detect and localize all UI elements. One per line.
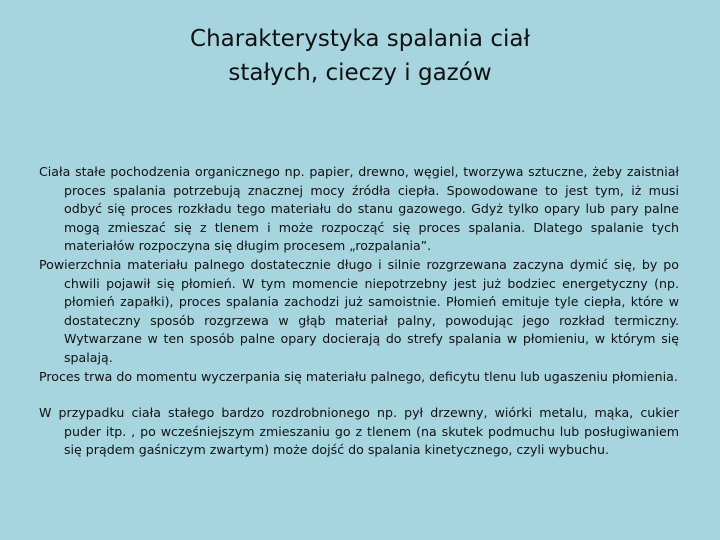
- body-paragraph-solid-bodies: Ciała stałe pochodzenia organicznego np. papier, drewno, węgiel, tworzywa sztuczne, żeby zaistniał proces spalania potrzebują znacznej mocy źródła ciepła. Spowodowane to jest tym, iż musi odbyć się proces rozkładu tego materiału do stanu gazowego. Gdyż tylko opary lub pary palne mogą zmieszać się z tlenem i może rozpocząć się proces spalania. Dlatego spalanie tych materiałów rozpoczyna się długim procesem „rozpalania”.: [39, 164, 679, 254]
- slide-title-line-1: Charakterystyka spalania ciał: [190, 26, 530, 52]
- body-paragraph-process-end: Proces trwa do momentu wyczerpania się materiału palnego, deficytu tlenu lub ugaszeniu płomienia.: [39, 368, 678, 384]
- slide-title: [0, 22, 720, 90]
- slide-title-line-2: stałych, cieczy i gazów: [228, 60, 492, 86]
- body-paragraph-surface-ignition: Powierzchnia materiału palnego dostatecznie długo i silnie rozgrzewana zaczyna dymić się, by po chwili pojawił się płomień. W tym momencie niepotrzebny jest już bodziec energetyczny (np. płomień zapałki), proces spalania zachodzi już samoistnie. Płomień emituje tyle ciepła, które w dostateczny sposób rozgrzewa w głąb materiał palny, powodując jego rozkład termiczny. Wytwarzane w ten sposób palne opary docierają do strefy spalania w płomieniu, w którym się spalają.: [39, 256, 679, 365]
- body-paragraph-dust-explosion: W przypadku ciała stałego bardzo rozdrobnionego np. pył drzewny, wiórki metalu, mąka, cukier puder itp. , po wcześniejszym zmieszaniu go z tlenem (na skutek podmuchu lub posługiwaniem się prądem gaśniczym zwartym) może dojść do spalania kinetycznego, czyli wybuchu.: [39, 405, 679, 458]
- slide-body: [39, 163, 679, 460]
